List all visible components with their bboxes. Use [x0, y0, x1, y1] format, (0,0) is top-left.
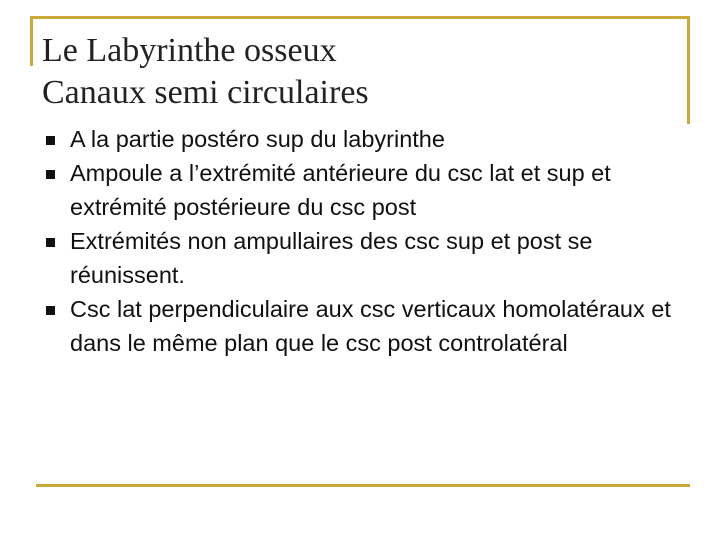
slide-title	[42, 30, 682, 114]
title-line-1: Le Labyrinthe osseux	[42, 32, 337, 69]
bullet-list	[44, 122, 684, 360]
bullet-text-4: Csc lat perpendiculaire aux csc verticaux homolatéraux et dans le même plan que le csc post controlatéral	[70, 296, 671, 356]
frame-bottom-line	[36, 484, 690, 487]
bullet-text-1: A la partie postéro sup du labyrinthe	[70, 126, 445, 152]
square-bullet-icon	[46, 136, 55, 145]
bullet-text-2: Ampoule a l’extrémité antérieure du csc lat et sup et extrémité postérieure du csc post	[70, 160, 611, 220]
frame-right-line	[687, 16, 690, 124]
square-bullet-icon	[46, 306, 55, 315]
square-bullet-icon	[46, 238, 55, 247]
bullet-item-2	[44, 156, 684, 224]
bullet-item-3	[44, 224, 684, 292]
title-line-2: Canaux semi circulaires	[42, 74, 369, 111]
frame-left-line	[30, 16, 33, 66]
frame-top-line	[30, 16, 690, 19]
bullet-item-4	[44, 292, 684, 360]
bullet-item-1	[44, 122, 684, 156]
square-bullet-icon	[46, 170, 55, 179]
bullet-text-3: Extrémités non ampullaires des csc sup et post se réunissent.	[70, 228, 593, 288]
